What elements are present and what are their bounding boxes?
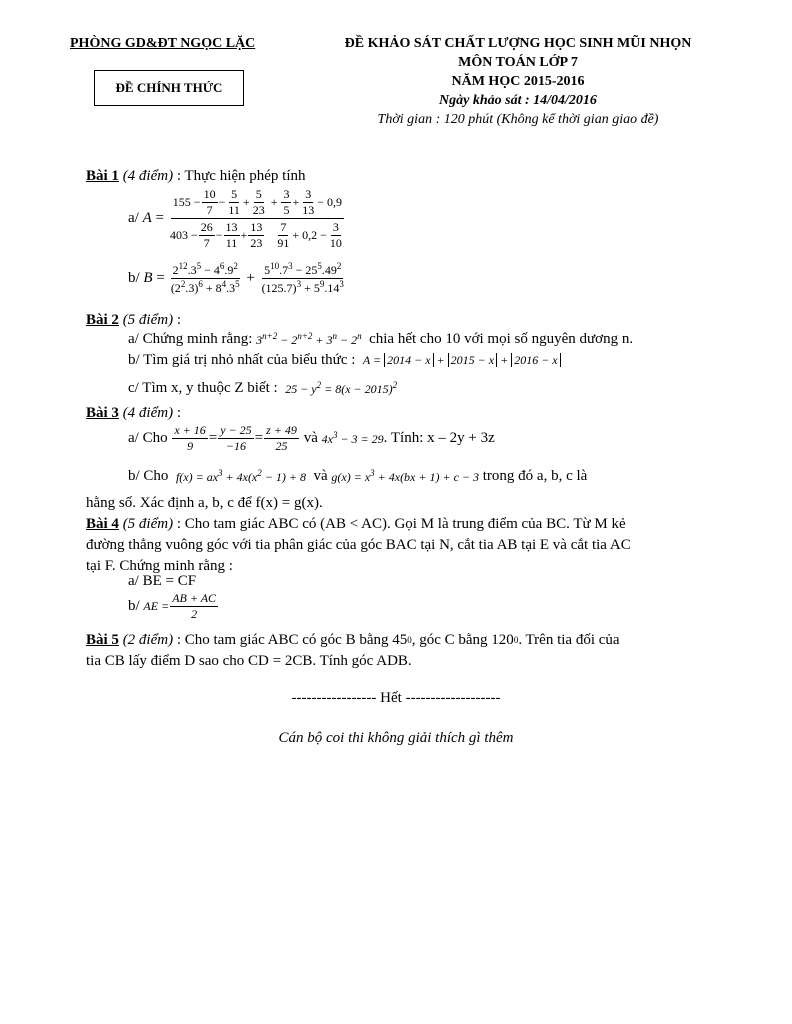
bai3-a: a/ Cho $\frac{x + 16}{9}$ = $\frac{y - 25}{-16}$ = $\frac{z + 49}{25}$ và $4x^3 - 3 = 29$ . Tính: x – 2y + 3z [128,423,495,453]
bai2-c: c/ Tìm x, y thuộc Z biết : $25 - y^2 = 8(x - 2015)^2$ [128,380,398,396]
bai4-b: b/ AE = $\frac{AB + AC}{2}$ [128,591,217,621]
bai4-line2: đường thẳng vuông góc với tia phân giác của góc BAC tại N, cắt tia AB tại E và cắt tia AC [86,537,631,553]
bai3-heading: Bài 3 (4 điểm) : [86,405,182,421]
bai4-a: a/ BE = CF [128,573,197,589]
exam-subject: MÔN TOÁN LỚP 7 [458,55,578,70]
end-marker: ----------------- Hết ------------------- [291,690,501,706]
bai2-b: b/ Tìm giá trị nhỏ nhất của biểu thức : A = 2014 − x + 2015 − x + 2016 − x [128,352,561,369]
exam-time: Thời gian : 120 phút (Không kể thời gian giao đề) [377,112,659,127]
official-label: ĐỀ CHÍNH THỨC [115,80,223,95]
exam-title: ĐỀ KHẢO SÁT CHẤT LƯỢNG HỌC SINH MŨI NHỌN [344,36,692,51]
official-stamp-box [94,70,244,106]
footer-note: Cán bộ coi thi không giải thích gì thêm [278,730,514,746]
bai2-heading: Bài 2 (5 điểm) : [86,312,182,328]
bai1-b: b/ B = $\frac{2^{12}.3^5 - 4^6.9^2}{(2^2.3)^6 + 8^4.3^5}$ + $\frac{5^{10}.7^3 - 25^5.49^2}{(125.7)^3 + 5^9.14^3}$ [128,261,344,295]
bai4-line3: tại F. Chứng minh rằng : [86,558,233,574]
exam-date: Ngày khảo sát : 14/04/2016 [439,93,597,108]
bai5-line2: tia CB lấy điểm D sao cho CD = 2CB. Tính góc ADB. [86,653,412,669]
bai2-a: a/ Chứng minh rằng: $3^{n+2} - 2^{n+2} + 3^n - 2^n$ chia hết cho 10 với mọi số nguyên dương n. [128,331,634,347]
bai1-a-expression: 155 − $\frac{10}{7}$ − $\frac{5}{11}$ + $\frac{5}{23}$ + $\frac{3}{5}$ + $\frac{3}{13}$ − 0,9 403 − $\frac{26}{7}$ − $\frac{13}{11}$ + $\frac{13}{23}$ $\frac{7}{91}$ + 0,2 − $\frac{3}{10}$ [169,187,343,250]
bai1-a: a/ A = 155 − $\frac{10}{7}$ − $\frac{5}{11}$ + $\frac{5}{23}$ + $\frac{3}{5}$ + $\frac{3}{13}$ − 0,9 403 − $\frac{26}{7}$ − $\frac{13}{11}$ + $\frac{13}{23}$ $\frac{7}{91}$ + 0,2 − $\frac{3}{10}$ [128,188,348,249]
bai5-body: Bài 5 (2 điểm) : Cho tam giác ABC có góc B bằng 45 0 , góc C bằng 120 0 . Trên tia đối của tia CB lấy điểm D sao cho CD = 2CB. Tính góc ADB. [86,630,726,672]
bai3-b: b/ Cho $f(x) = ax^3 + 4x(x^2 - 1) + 8$ và $g(x) = x^3 + 4x(bx + 1) + c - 3$ trong đó a, b, c là [128,468,588,484]
bai1-heading: Bài 1 (4 điểm) : Thực hiện phép tính [86,168,306,184]
bai3-b-line2: hằng số. Xác định a, b, c để f(x) = g(x). [86,495,323,511]
office-name: PHÒNG GD&ĐT NGỌC LẶC [70,36,256,51]
bai4-body: Bài 4 (5 điểm) : Cho tam giác ABC có (AB < AC). Gọi M là trung điểm của BC. Từ M kẻ đường thẳng vuông góc với tia phân giác của góc BAC tại N, cắt tia AB tại E và cắt tia AC tại F. Chứng minh rằng : [86,514,726,577]
exam-header [318,34,718,129]
exam-year: NĂM HỌC 2015-2016 [451,74,585,89]
